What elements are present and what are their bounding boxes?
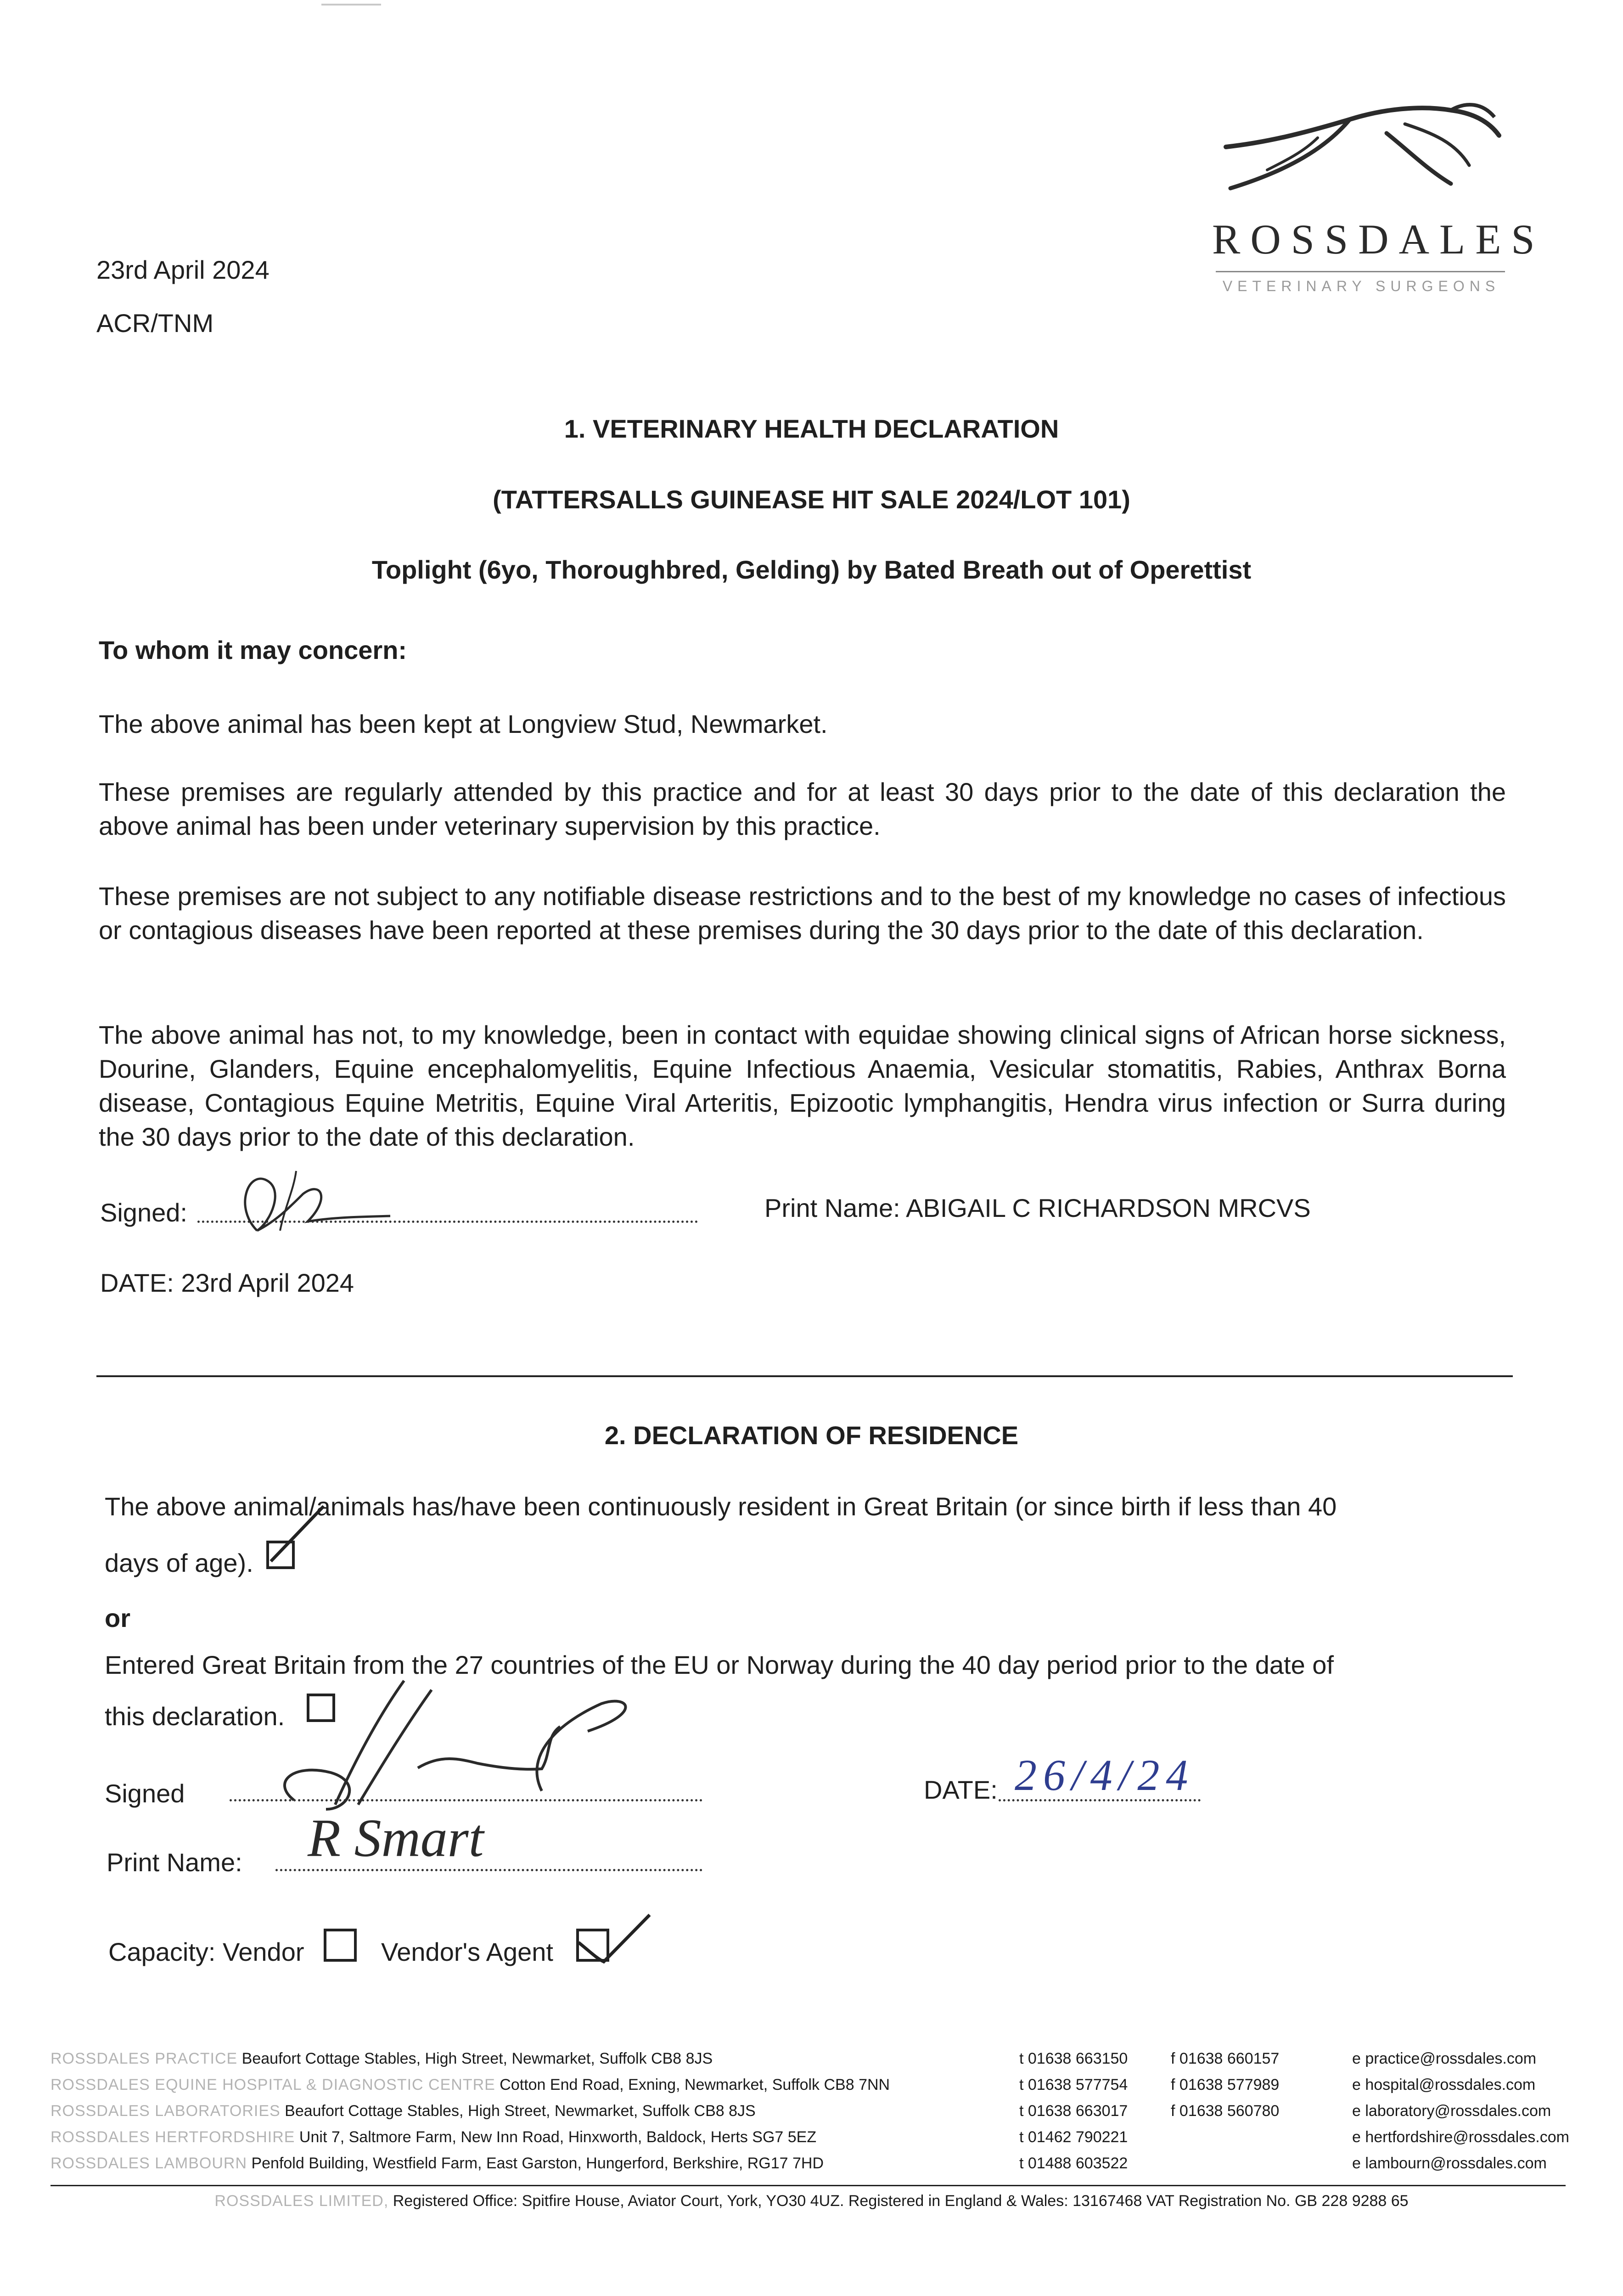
footer-org: ROSSDALES HERTFORDSHIRE: [51, 2128, 295, 2146]
footer-org: ROSSDALES EQUINE HOSPITAL & DIAGNOSTIC CENTRE: [51, 2076, 495, 2093]
footer-tel: t 01638 663150: [1019, 2050, 1128, 2067]
section1-subheading: (TATTERSALLS GUINEASE HIT SALE 2024/LOT 101): [493, 485, 1130, 514]
residence-option1-line2: days of age).: [105, 1548, 253, 1577]
logo-tagline: VETERINARY SURGEONS: [1222, 278, 1500, 294]
registered-org: ROSSDALES LIMITED,: [214, 2192, 389, 2210]
date-line-1: DATE: 23rd April 2024: [100, 1268, 354, 1297]
footer-address: Beaufort Cottage Stables, High Street, Newmarket, Suffolk CB8 8JS: [241, 2050, 713, 2067]
footer-fax: f 01638 577989: [1171, 2076, 1280, 2093]
signed-label-2: Signed: [105, 1779, 185, 1808]
vendors-agent-label: Vendor's Agent: [381, 1937, 553, 1966]
capacity-label: Capacity: Vendor: [108, 1937, 304, 1966]
footer-email[interactable]: e practice@rossdales.com: [1352, 2050, 1537, 2067]
salutation: To whom it may concern:: [99, 636, 407, 664]
vendor-checkbox[interactable]: [324, 1929, 357, 1962]
footer-address: Unit 7, Saltmore Farm, New Inn Road, Hinxworth, Baldock, Herts SG7 5EZ: [299, 2128, 817, 2146]
residence-option1-line1: The above animal/animals has/have been continuously resident in Great Britain (or since birth if less than 40: [105, 1492, 1337, 1521]
paragraph-restrictions: These premises are not subject to any notifiable disease restrictions and to the best of my knowledge no cases of infectious or contagious diseases have been reported at these premises during the 30 days prior to the date of this declaration.: [99, 882, 1506, 945]
footer-row: [51, 2124, 816, 2150]
paragraph-kept: The above animal has been kept at Longview Stud, Newmarket.: [99, 709, 828, 738]
residence-option2-line1: Entered Great Britain from the 27 countries of the EU or Norway during the 40 day period prior to the date of: [105, 1650, 1334, 1679]
horse-description: Toplight (6yo, Thoroughbred, Gelding) by Bated Breath out of Operettist: [371, 555, 1252, 584]
date-value-2: 26/4/24: [1015, 1750, 1195, 1800]
footer-org: ROSSDALES LAMBOURN: [51, 2155, 247, 2172]
print-name-1: Print Name: ABIGAIL C RICHARDSON MRCVS: [764, 1193, 1311, 1222]
footer-tel: t 01488 603522: [1019, 2155, 1128, 2172]
footer-row: [51, 2072, 890, 2098]
footer-email[interactable]: e laboratory@rossdales.com: [1352, 2102, 1551, 2120]
footer-email[interactable]: e hospital@rossdales.com: [1352, 2076, 1536, 2093]
signature-1: [216, 1153, 409, 1244]
print-name-value-2: R Smart: [308, 1808, 484, 1868]
footer-row: [51, 2150, 824, 2176]
check-mark-icon: [266, 1502, 331, 1566]
top-edge-mark: [321, 4, 381, 6]
date-label-2: DATE:: [924, 1775, 998, 1804]
registered-office: [0, 2188, 1623, 2214]
footer-email[interactable]: e hertfordshire@rossdales.com: [1352, 2128, 1569, 2146]
footer-divider: [51, 2185, 1566, 2186]
footer-address: Beaufort Cottage Stables, High Street, Newmarket, Suffolk CB8 8JS: [285, 2102, 756, 2120]
section-divider: [96, 1375, 1513, 1377]
logo-rule: [1216, 271, 1505, 272]
horse-icon: [1212, 92, 1511, 211]
residence-option2-line2: this declaration.: [105, 1702, 285, 1731]
logo-name: ROSSDALES: [1212, 216, 1545, 263]
rossdales-logo: [1212, 92, 1545, 308]
footer-fax: f 01638 560780: [1171, 2102, 1280, 2120]
check-mark-icon: [576, 1910, 654, 1975]
footer-tel: t 01638 663017: [1019, 2102, 1128, 2120]
footer-tel: t 01462 790221: [1019, 2128, 1128, 2146]
section2-heading: 2. DECLARATION OF RESIDENCE: [604, 1421, 1019, 1450]
footer-address: Penfold Building, Westfield Farm, East Garston, Hungerford, Berkshire, RG17 7HD: [251, 2155, 824, 2172]
letter-reference: ACR/TNM: [96, 309, 214, 338]
footer-org: ROSSDALES LABORATORIES: [51, 2102, 281, 2120]
print-name-label-2: Print Name:: [107, 1848, 242, 1877]
signed-label-1: Signed:: [100, 1198, 187, 1227]
letter-date: 23rd April 2024: [96, 255, 270, 284]
footer-email[interactable]: e lambourn@rossdales.com: [1352, 2155, 1547, 2172]
registered-text: Registered Office: Spitfire House, Aviator Court, York, YO30 4UZ. Registered in England & Wales: 13167468 VAT Registration No. GB 228 9288 65: [393, 2192, 1409, 2210]
footer-org: ROSSDALES PRACTICE: [51, 2050, 238, 2067]
or-label: or: [105, 1604, 130, 1632]
footer-row: [51, 2098, 756, 2124]
footer-row: [51, 2046, 713, 2071]
section1-heading: 1. VETERINARY HEALTH DECLARATION: [564, 414, 1059, 443]
footer-fax: f 01638 660157: [1171, 2050, 1280, 2067]
footer-address: Cotton End Road, Exning, Newmarket, Suffolk CB8 7NN: [500, 2076, 890, 2093]
paragraph-supervision: These premises are regularly attended by this practice and for at least 30 days prior to the date of this declaration the above animal has been under veterinary supervision by this practice.: [99, 777, 1506, 840]
footer-tel: t 01638 577754: [1019, 2076, 1128, 2093]
signature-2: [266, 1671, 680, 1823]
paragraph-contact: The above animal has not, to my knowledge, been in contact with equidae showing clinical signs of African horse sickness, Dourine, Glanders, Equine encephalomyelitis, Equine Infectious Anaemia, Vesicular stomatitis, Rabies, Anthrax Borna disease, Contagious Equine Metritis, Equine Viral Arteritis, Epizootic lymphangitis, Hendra virus infection or Surra during the 30 days prior to the date of this declaration.: [99, 1020, 1506, 1151]
